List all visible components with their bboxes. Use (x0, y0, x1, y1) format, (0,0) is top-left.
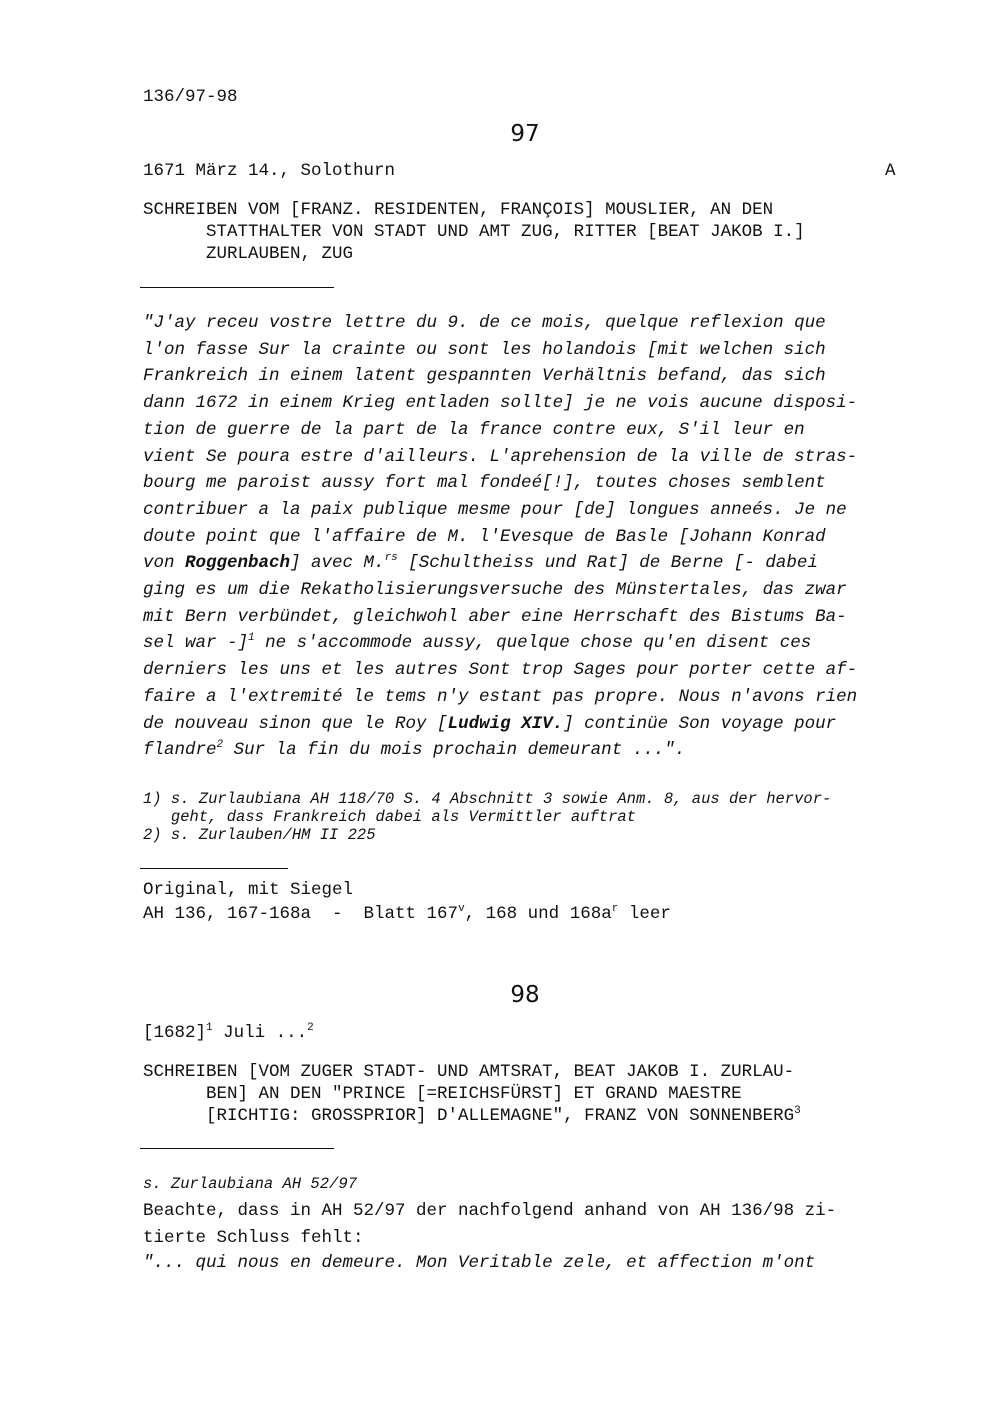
quote-line: mit Bern verbündet, gleichwohl aber eine Herrschaft des Bistums Ba- (143, 606, 847, 627)
entry-98-title-line: BEN] AN DEN "PRINCE [=REICHSFÜRST] ET GRAND MAESTRE (143, 1084, 742, 1104)
entry-98-note (143, 1198, 923, 1251)
quote-line (143, 737, 913, 764)
entry-97-quote (143, 310, 913, 764)
quote-line: "J'ay receu vostre lettre du 9. de ce mois, quelque reflexion que (143, 313, 826, 333)
entry-97-mark: A (885, 161, 896, 181)
entry-98-title-line (143, 1105, 923, 1127)
entry-98-title (143, 1061, 923, 1127)
entry-97-title (143, 199, 923, 265)
section-divider (140, 287, 334, 288)
source-fragment: leer (618, 904, 671, 924)
quote-line: l'on fasse Sur la crainte ou sont les holandois [mit welchen sich (143, 339, 826, 360)
entry-97-title-line: SCHREIBEN VOM [FRANZ. RESIDENTEN, FRANÇOIS] MOUSLIER, AN DEN (143, 200, 774, 220)
entry-98-reference: s. Zurlaubiana AH 52/97 (143, 1175, 357, 1193)
quote-line: doute point que l'affaire de M. l'Evesque de Basle [Johann Konrad (143, 526, 826, 547)
document-reference: 136/97-98 (143, 87, 238, 107)
quote-line: bourg me paroist aussy fort mal fondeé[!], toutes choses semblent (143, 473, 826, 494)
footnote-ref: 3 (794, 1105, 801, 1118)
footnote-ref: 1 (206, 1022, 213, 1035)
quote-fragment: [Schultheiss und Rat] de Berne [- dabei (397, 553, 818, 574)
entry-98-date (143, 1022, 314, 1044)
entry-97-footnotes (143, 790, 831, 844)
footnote-line: geht, dass Frankreich dabei als Vermittler auftrat (143, 808, 636, 826)
footnote-ref: 2 (307, 1022, 314, 1035)
quote-fragment: ] continüe Son voyage pour (563, 713, 837, 734)
quote-line (143, 711, 913, 738)
entry-98-title-line: SCHREIBEN [VOM ZUGER STADT- UND AMTSRAT, BEAT JAKOB I. ZURLAU- (143, 1062, 795, 1082)
entry-98-quote-start: "... qui nous en demeure. Mon Veritable zele, et affection m'ont (143, 1253, 816, 1273)
quote-fragment: ] avec M. (290, 553, 385, 574)
entry-number-97: 97 (510, 121, 540, 147)
quote-fragment: Sur la fin du mois prochain demeurant ...". (223, 740, 686, 761)
note-line: tierte Schluss fehlt: (143, 1227, 364, 1248)
date-fragment: Juli ... (212, 1023, 308, 1043)
quote-line: ging es um die Rekatholisierungsversuche des Münstertales, das zwar (143, 580, 847, 601)
quote-line: tion de guerre de la part de la france contre eux, S'il leur en (143, 419, 805, 440)
quote-fragment: ne s'accommode aussy, quelque chose qu'en disent ces (254, 633, 812, 654)
quote-fragment: von (143, 553, 186, 574)
quote-line: Frankreich in einem latent gespannten Verhältnis befand, das sich (143, 366, 826, 387)
quote-line: derniers les uns et les autres Sont trop Sages pour porter cette af- (143, 660, 858, 681)
section-divider (140, 868, 288, 869)
quote-line: dann 1672 in einem Krieg entladen sollte] je ne vois aucune disposi- (143, 393, 858, 414)
quote-fragment: sel war -] (143, 633, 249, 654)
source-fragment: , 168 und 168a (464, 904, 612, 924)
quote-line (143, 550, 913, 577)
footnote-ref-2: 2 (216, 739, 224, 752)
title-fragment: [RICHTIG: GROSSPRIOR] D'ALLEMAGNE", FRANZ VON SONNENBERG (143, 1106, 795, 1126)
entry-number-98: 98 (510, 982, 540, 1008)
quote-line: vient Se poura estre d'ailleurs. L'aprehension de la ville de stras- (143, 446, 858, 467)
superscript: v (458, 903, 465, 916)
superscript: r (611, 903, 619, 916)
name-ludwig-xiv: Ludwig XIV. (447, 713, 564, 734)
quote-fragment: de nouveau sinon que le Roy [ (143, 713, 448, 734)
quote-fragment: flandre (143, 740, 217, 761)
entry-97-title-line: STATTHALTER VON STADT UND AMT ZUG, RITTER [BEAT JAKOB I.] (143, 222, 805, 242)
entry-97-date-place: 1671 März 14., Solothurn (143, 161, 396, 181)
quote-line: contribuer a la paix publique mesme pour [de] longues anneés. Je ne (143, 499, 847, 520)
name-roggenbach: Roggenbach (185, 553, 291, 574)
footnote-ref-1: 1 (248, 632, 255, 645)
note-line: Beachte, dass in AH 52/97 der nachfolgend anhand von AH 136/98 zi- (143, 1201, 837, 1221)
section-divider (140, 1148, 334, 1149)
footnote-line: 1) s. Zurlaubiana AH 118/70 S. 4 Abschnitt 3 sowie Anm. 8, aus der hervor- (143, 790, 832, 808)
date-fragment: [1682] (143, 1023, 207, 1043)
quote-line: faire a l'extremité le tems n'y estant pas propre. Nous n'avons rien (143, 686, 858, 707)
footnote-line: 2) s. Zurlauben/HM II 225 (143, 826, 376, 844)
superscript: rs (384, 552, 398, 565)
entry-97-source-type: Original, mit Siegel (143, 880, 354, 900)
entry-97-source-location (143, 903, 671, 925)
source-fragment: AH 136, 167-168a - Blatt 167 (143, 904, 459, 924)
quote-line (143, 630, 913, 657)
entry-97-title-line: ZURLAUBEN, ZUG (143, 244, 354, 264)
